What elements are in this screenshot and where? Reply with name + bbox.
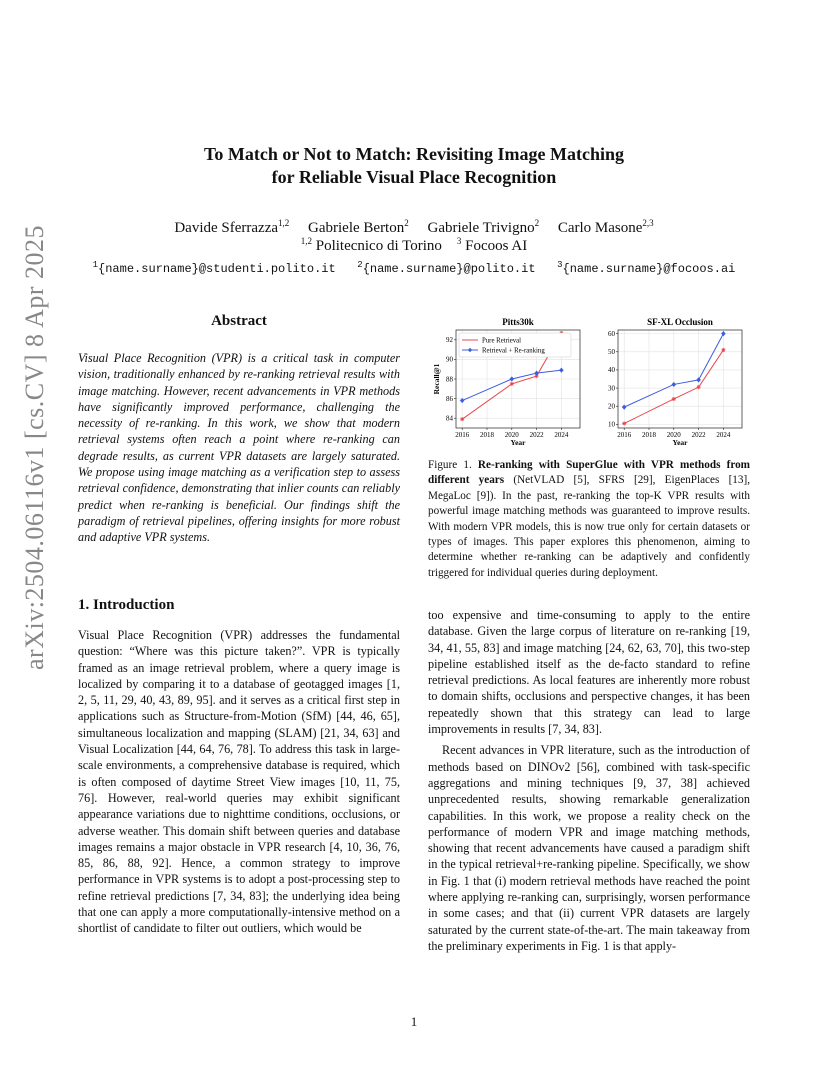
intro-right-column [428, 607, 750, 954]
paragraph: too expensive and time-consuming to apply to the entire database. Given the large corpus of literature on re-ranking [19, 34, 41, 55, 83] and image matching [24, 62, 63, 70], this two-step pipeline established itself as the de-facto standard to refine retrieval predictions. As local features are inherently more robust to domain shifts, occlusions and perspective changes, it has been repeatedly shown that this strategy can lead to large improvements in results [7, 34, 83]. [428, 608, 750, 737]
author: Davide Sferrazza$^{1,2}$ [174, 218, 290, 236]
arxiv-stamp: arXiv:2504.06116v1 [cs.CV] 8 Apr 2025 [20, 224, 49, 670]
x-tick-label: 2020 [666, 431, 681, 439]
x-tick-label: 2018 [480, 431, 494, 439]
legend [459, 333, 571, 357]
chart-sfxl-occlusion [608, 317, 742, 447]
email-list: $^1${name.surname}@studenti.polito.it $^2${name.surname}@polito.it $^3${name.surname}@focoos.ai [92, 260, 736, 276]
author: Gabriele Trivigno$^2$ [427, 218, 540, 236]
data-point [510, 382, 514, 386]
x-tick-label: 2022 [691, 431, 706, 439]
y-tick-label: 90 [446, 355, 453, 364]
intro-left-column [78, 627, 400, 937]
data-point [622, 405, 627, 410]
author: Gabriele Berton$^2$ [308, 218, 409, 236]
affiliations: $^{1,2}$ Politecnico di Torino $^3$ Focoos AI [300, 236, 528, 254]
y-tick-label: 10 [608, 420, 615, 429]
data-point [721, 348, 725, 352]
caption-bold: Re-ranking with SuperGlue with VPR methods from different years [428, 459, 751, 487]
caption-label: Figure 1. [428, 459, 472, 471]
legend-label: Pure Retrieval [482, 337, 522, 345]
y-tick-label: 30 [608, 384, 615, 393]
email[interactable]: {name.surname}@focoos.ai [562, 262, 736, 276]
y-tick-label: 50 [608, 348, 615, 357]
chart-title: Pitts30k [502, 317, 534, 327]
y-tick-label: 92 [446, 336, 453, 345]
x-tick-label: 2024 [716, 431, 731, 439]
x-axis-label: Year [672, 438, 688, 447]
data-point [696, 377, 701, 382]
legend-label: Retrieval + Re-ranking [482, 347, 545, 355]
title-line-2: for Reliable Visual Place Recognition [271, 167, 557, 187]
page-number: 1 [410, 1014, 418, 1029]
y-tick-label: 84 [446, 414, 453, 423]
y-tick-label: 40 [608, 366, 615, 375]
paragraph: Recent advances in VPR literature, such as the introduction of methods based on DINOv2 [56], combined with task-specific aggregations and mining techniques [9, 37, 38] achieved unprecedented results, showing remarkable generalization capabilities. In this work, we propose a reality check on the performance of modern VPR and image matching methods, showing that recent advancements have caused a paradigm shift in the typical retrieval+re-ranking pipeline. Specifically, we show in Fig. 1 that (i) modern retrieval methods have reached the point where applying re-ranking can, surprisingly, worsen performance in some cases; and that (ii) current VPR datasets are largely saturated by the current state-of-the-art. The main takeaway from the preliminary experiments in Fig. 1 is that apply- [428, 743, 750, 953]
y-tick-label: 86 [446, 394, 453, 403]
title-line-1: To Match or Not to Match: Revisiting Image Matching [204, 144, 624, 164]
y-tick-label: 88 [446, 375, 453, 384]
x-axis-label: Year [510, 438, 526, 447]
caption-rest: (NetVLAD [5], SFRS [29], EigenPlaces [13], MegaLoc [9]). In the past, re-ranking the top-K VPR results with powerful image matching methods was guaranteed to improve results. With modern VPR models, this is now true only for certain datasets or types of images. This paper explores this phenomenon, aiming to determine whether re-ranking can be adaptively and confidently triggered for individual queries during deployment. [428, 474, 750, 579]
email[interactable]: {name.surname}@polito.it [362, 262, 536, 276]
y-tick-label: 60 [608, 329, 615, 338]
chart-title: SF-XL Occlusion [647, 317, 713, 327]
data-point [622, 421, 626, 425]
data-point [721, 331, 726, 336]
x-tick-label: 2020 [504, 431, 519, 439]
paragraph: Visual Place Recognition (VPR) addresses the fundamental question: “Where was this picture taken?”. VPR is typically framed as an image retrieval problem, where a query image is localized by comparing it to a database of geotagged images [1, 2, 5, 11, 29, 40, 43, 89, 95]. and it serves as a critical first step in applications such as Structure-from-Motion (SfM) [44, 46, 65], simultaneous localization and mapping (SLAM) [21, 34, 63] and Visual Localization [44, 64, 76, 78]. To address this task in large-scale environments, a comprehensive database is required, which is often composed of daytime Street View images [10, 11, 75, 76]. However, real-world queries may exhibit significant appearance variations due to nighttime conditions, occlusions, or adverse weather. This domain shift between queries and database images remains a major obstacle in VPR research [4, 10, 36, 76, 85, 86, 88, 92]. Hence, a common strategy to improve performance in VPR systems is to adopt a post-processing step to refine retrieval predictions [7, 34, 83]; the underlying idea being that one can apply a more computationally-intensive method on a shortlist of candidate to filter out outliers, which would be [78, 628, 400, 936]
figure-caption [428, 458, 750, 581]
abstract-text: Visual Place Recognition (VPR) is a critical task in computer vision, traditionally enhanced by re-ranking retrieval results with image matching. However, recent advancements in VPR methods have significantly improved performance, challenging the necessity of re-ranking. In this work, we show that modern retrieval systems often reach a point where re-ranking can degrade results, as current VPR datasets are largely saturated. We propose using image matching as a verification step to assess retrieval confidence, demonstrating that inlier counts can reliably predict when re-ranking is beneficial. Our findings shift the paradigm of retrieval pipelines, offering insights for more robust and adaptive VPR systems. [78, 351, 400, 545]
data-point [697, 385, 701, 389]
abstract-heading: Abstract [211, 313, 267, 329]
y-axis-label: Recall@1 [432, 363, 441, 395]
data-point [672, 382, 677, 387]
y-tick-label: 20 [608, 402, 615, 411]
x-tick-label: 2018 [642, 431, 656, 439]
section-heading-introduction: 1. Introduction [78, 597, 175, 613]
x-tick-label: 2022 [529, 431, 544, 439]
email[interactable]: {name.surname}@studenti.polito.it [98, 262, 336, 276]
paper-title [0, 143, 828, 189]
chart-pitts30k [432, 317, 580, 447]
data-point [460, 417, 464, 421]
figure-1-charts [428, 312, 750, 452]
data-point [559, 368, 564, 373]
author-list [0, 218, 828, 237]
author: Carlo Masone$^{2,3}$ [557, 218, 654, 236]
x-tick-label: 2016 [455, 431, 470, 439]
x-tick-label: 2016 [617, 431, 632, 439]
data-point [672, 397, 676, 401]
data-point [510, 376, 515, 381]
x-tick-label: 2024 [554, 431, 569, 439]
